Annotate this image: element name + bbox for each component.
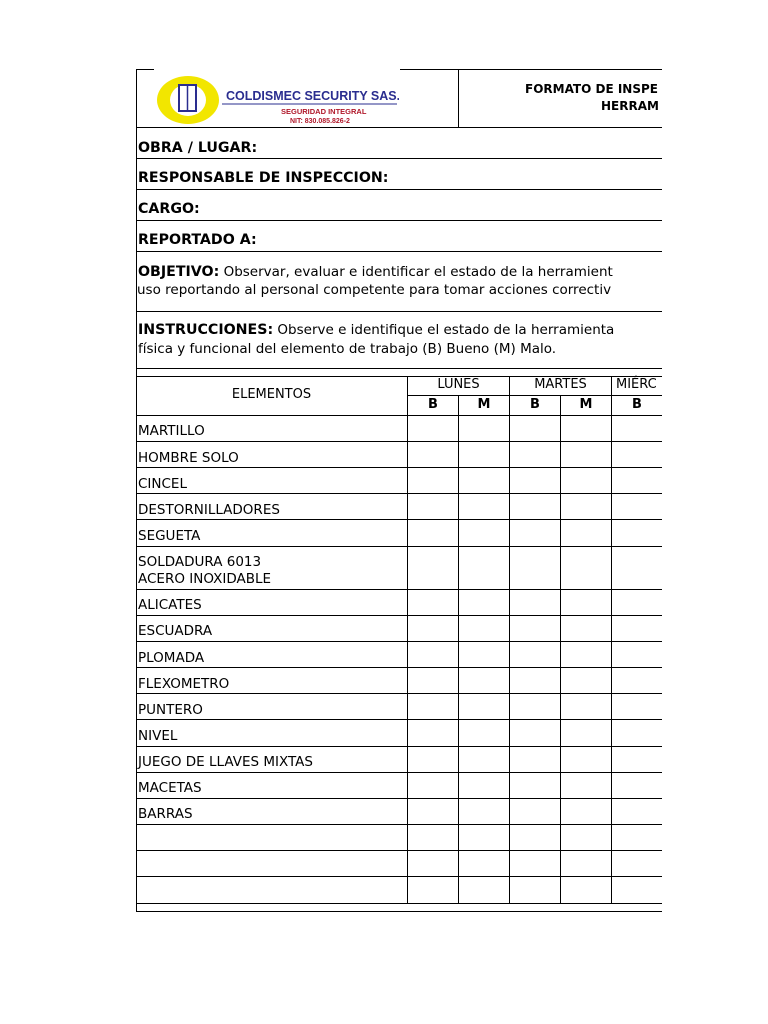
left-border xyxy=(136,69,137,912)
row-label-nivel: NIVEL xyxy=(138,728,178,744)
form-title-line2: HERRAM xyxy=(601,99,659,113)
row-label-juego-llaves: JUEGO DE LLAVES MIXTAS xyxy=(138,754,313,770)
table-row-line xyxy=(136,693,662,694)
table-day-column-line xyxy=(407,376,408,903)
header-bottom-line xyxy=(136,127,662,128)
row-label-macetas: MACETAS xyxy=(138,780,202,796)
table-bm-column-line xyxy=(560,395,561,903)
company-logo xyxy=(154,71,399,127)
instrucciones-text-2: física y funcional del elemento de trabajo (B) Bueno (M) Malo. xyxy=(138,341,557,357)
day-header-lunes: LUNES xyxy=(437,377,480,392)
miercoles-b-header: B xyxy=(632,397,642,412)
table-row-line xyxy=(136,441,662,442)
table-row-line xyxy=(136,798,662,799)
table-header-bottom-line xyxy=(136,415,662,416)
form-title-line1: FORMATO DE INSPE xyxy=(525,82,658,96)
objetivo-paragraph xyxy=(138,264,613,280)
table-day-column-line xyxy=(509,376,510,903)
row-label-acero-inoxidable: ACERO INOXIDABLE xyxy=(138,571,272,587)
cargo-line xyxy=(136,220,662,221)
instrucciones-line xyxy=(136,368,662,369)
row-label-plomada: PLOMADA xyxy=(138,650,205,666)
responsable-line xyxy=(136,189,662,190)
table-row-line xyxy=(136,467,662,468)
table-row-line xyxy=(136,641,662,642)
row-label-segueta: SEGUETA xyxy=(138,528,201,544)
table-row-line xyxy=(136,824,662,825)
top-border-left xyxy=(136,69,154,70)
obra-label: OBRA / LUGAR: xyxy=(138,140,258,156)
table-day-column-line xyxy=(611,376,612,903)
table-bm-column-line xyxy=(458,395,459,903)
martes-b-header: B xyxy=(530,397,540,412)
table-row-line xyxy=(136,546,662,547)
objetivo-label: OBJETIVO: xyxy=(138,264,220,280)
row-label-escuadra: ESCUADRA xyxy=(138,623,213,639)
cargo-label: CARGO: xyxy=(138,201,200,217)
row-label-puntero: PUNTERO xyxy=(138,702,203,718)
table-row-line xyxy=(136,493,662,494)
top-border-right xyxy=(400,69,662,70)
lunes-b-header: B xyxy=(428,397,438,412)
martes-m-header: M xyxy=(579,397,593,412)
company-tagline: SEGURIDAD INTEGRAL xyxy=(281,107,367,116)
row-label-hombre-solo: HOMBRE SOLO xyxy=(138,450,239,466)
company-name: COLDISMEC SECURITY SAS. xyxy=(226,89,399,103)
table-row-line xyxy=(136,746,662,747)
obra-line xyxy=(136,158,662,159)
row-label-destornilladores: DESTORNILLADORES xyxy=(138,502,280,518)
inspection-form xyxy=(136,69,662,912)
objetivo-line xyxy=(136,311,662,312)
row-label-flexometro: FLEXOMETRO xyxy=(138,676,230,692)
table-row-line xyxy=(136,850,662,851)
row-label-barras: BARRAS xyxy=(138,806,193,822)
table-row-line xyxy=(136,615,662,616)
elements-header: ELEMENTOS xyxy=(231,387,312,402)
table-subheader-line xyxy=(407,395,662,396)
table-row-line xyxy=(136,667,662,668)
table-row-line xyxy=(136,589,662,590)
instrucciones-text-1: Observe e identifique el estado de la herramienta xyxy=(273,322,615,338)
table-row-line xyxy=(136,719,662,720)
header-divider xyxy=(458,69,459,127)
row-label-alicates: ALICATES xyxy=(138,597,202,613)
reportado-label: REPORTADO A: xyxy=(138,232,257,248)
table-row-line xyxy=(136,519,662,520)
lunes-m-header: M xyxy=(477,397,491,412)
day-header-miercoles: MIÉRC xyxy=(616,377,657,392)
table-bottom-line xyxy=(136,903,662,904)
row-label-cincel: CINCEL xyxy=(138,476,187,492)
objetivo-text-2: uso reportando al personal competente para tomar acciones correctiv xyxy=(137,282,612,298)
table-row-line xyxy=(136,772,662,773)
table-row-line xyxy=(136,876,662,877)
sheet-bottom-line xyxy=(136,911,662,912)
row-label-martillo: MARTILLO xyxy=(138,423,205,439)
instrucciones-paragraph xyxy=(138,322,614,338)
objetivo-text-1: Observar, evaluar e identificar el estado de la herramient xyxy=(219,264,613,280)
responsable-label: RESPONSABLE DE INSPECCION: xyxy=(138,170,389,186)
reportado-line xyxy=(136,251,662,252)
company-nit: NIT: 830.085.826-2 xyxy=(290,118,350,125)
instrucciones-label: INSTRUCCIONES: xyxy=(138,322,274,338)
row-label-soldadura: SOLDADURA 6013 xyxy=(138,554,262,570)
day-header-martes: MARTES xyxy=(534,377,587,392)
